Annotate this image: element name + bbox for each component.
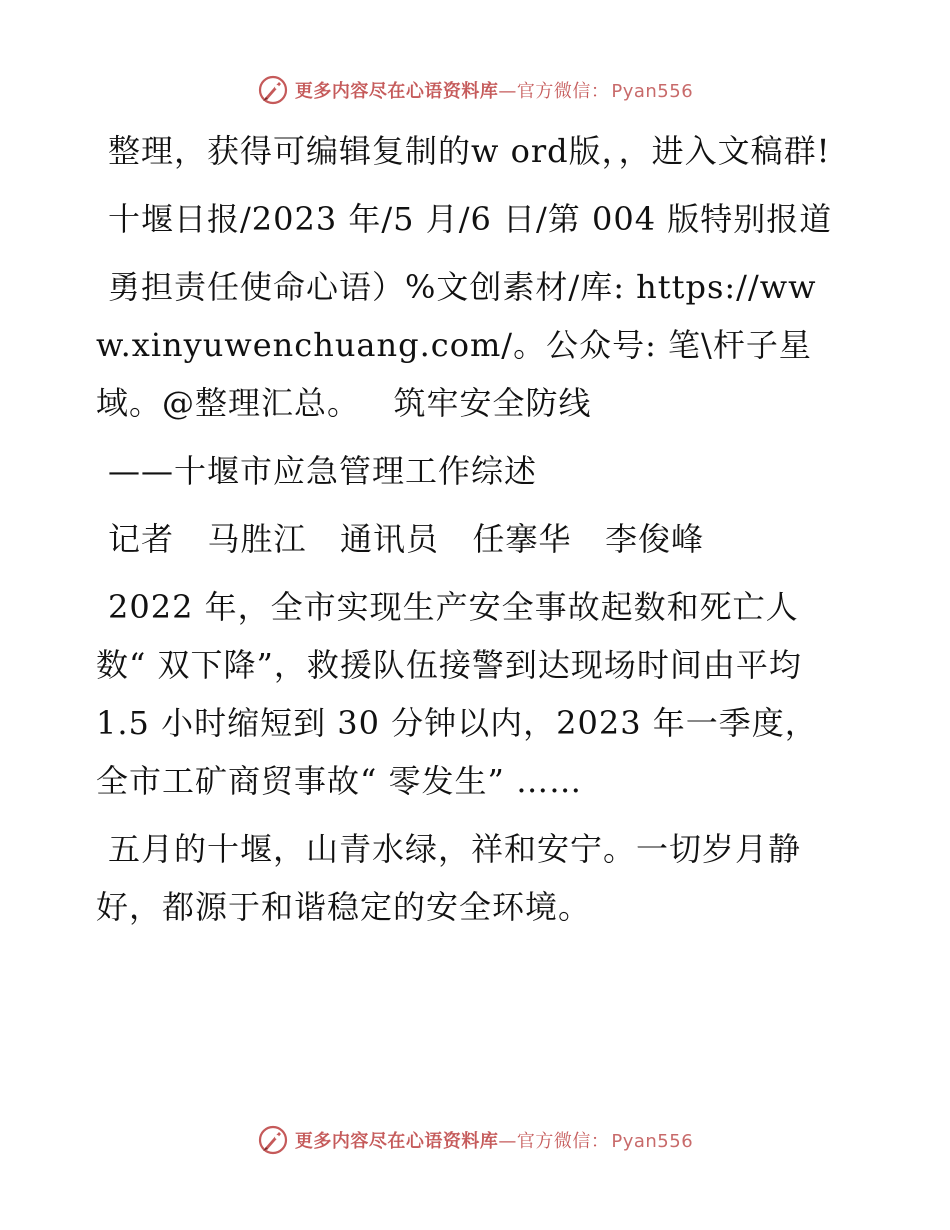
header-watermark (0, 70, 950, 110)
quill-pen-logo-icon (257, 1124, 289, 1156)
footer-watermark (0, 1120, 950, 1160)
paragraph-body: 五月的十堰，山青水绿，祥和安宁。一切岁月静好，都源于和谐稳定的安全环境。 (96, 830, 802, 926)
paragraph-source: 十堰日报/2023 年/5 月/6 日/第 004 版特别报道 (108, 200, 833, 238)
watermark-text: 更多内容尽在心语资料库—官方微信： Pyan556 (294, 81, 694, 102)
paragraph-lead: 2022 年，全市实现生产安全事故起数和死亡人数“ 双下降”，救援队伍接警到达现场时间由平均 1.5 小时缩短到 30 分钟以内，2023 年一季度，全市工矿商贸事故“ 零发生” …… (96, 588, 818, 800)
paragraph-subtitle: ——十堰市应急管理工作综述 (108, 452, 538, 490)
document-body (96, 122, 836, 946)
quill-pen-logo-icon (257, 74, 289, 106)
paragraph-byline: 记者 马胜江 通讯员 任搴华 李俊峰 (108, 520, 705, 558)
paragraph-title-line: 勇担责任使命心语）%文创素材/库: https://www.xinyuwenchuang.com/。公众号: 笔\杆子星域。@整理汇总。 筑牢安全防线 (96, 268, 817, 422)
watermark-text: 更多内容尽在心语资料库—官方微信： Pyan556 (294, 1131, 694, 1152)
paragraph-intro: 整理，获得可编辑复制的w ord版，，进入文稿群! (108, 132, 831, 170)
